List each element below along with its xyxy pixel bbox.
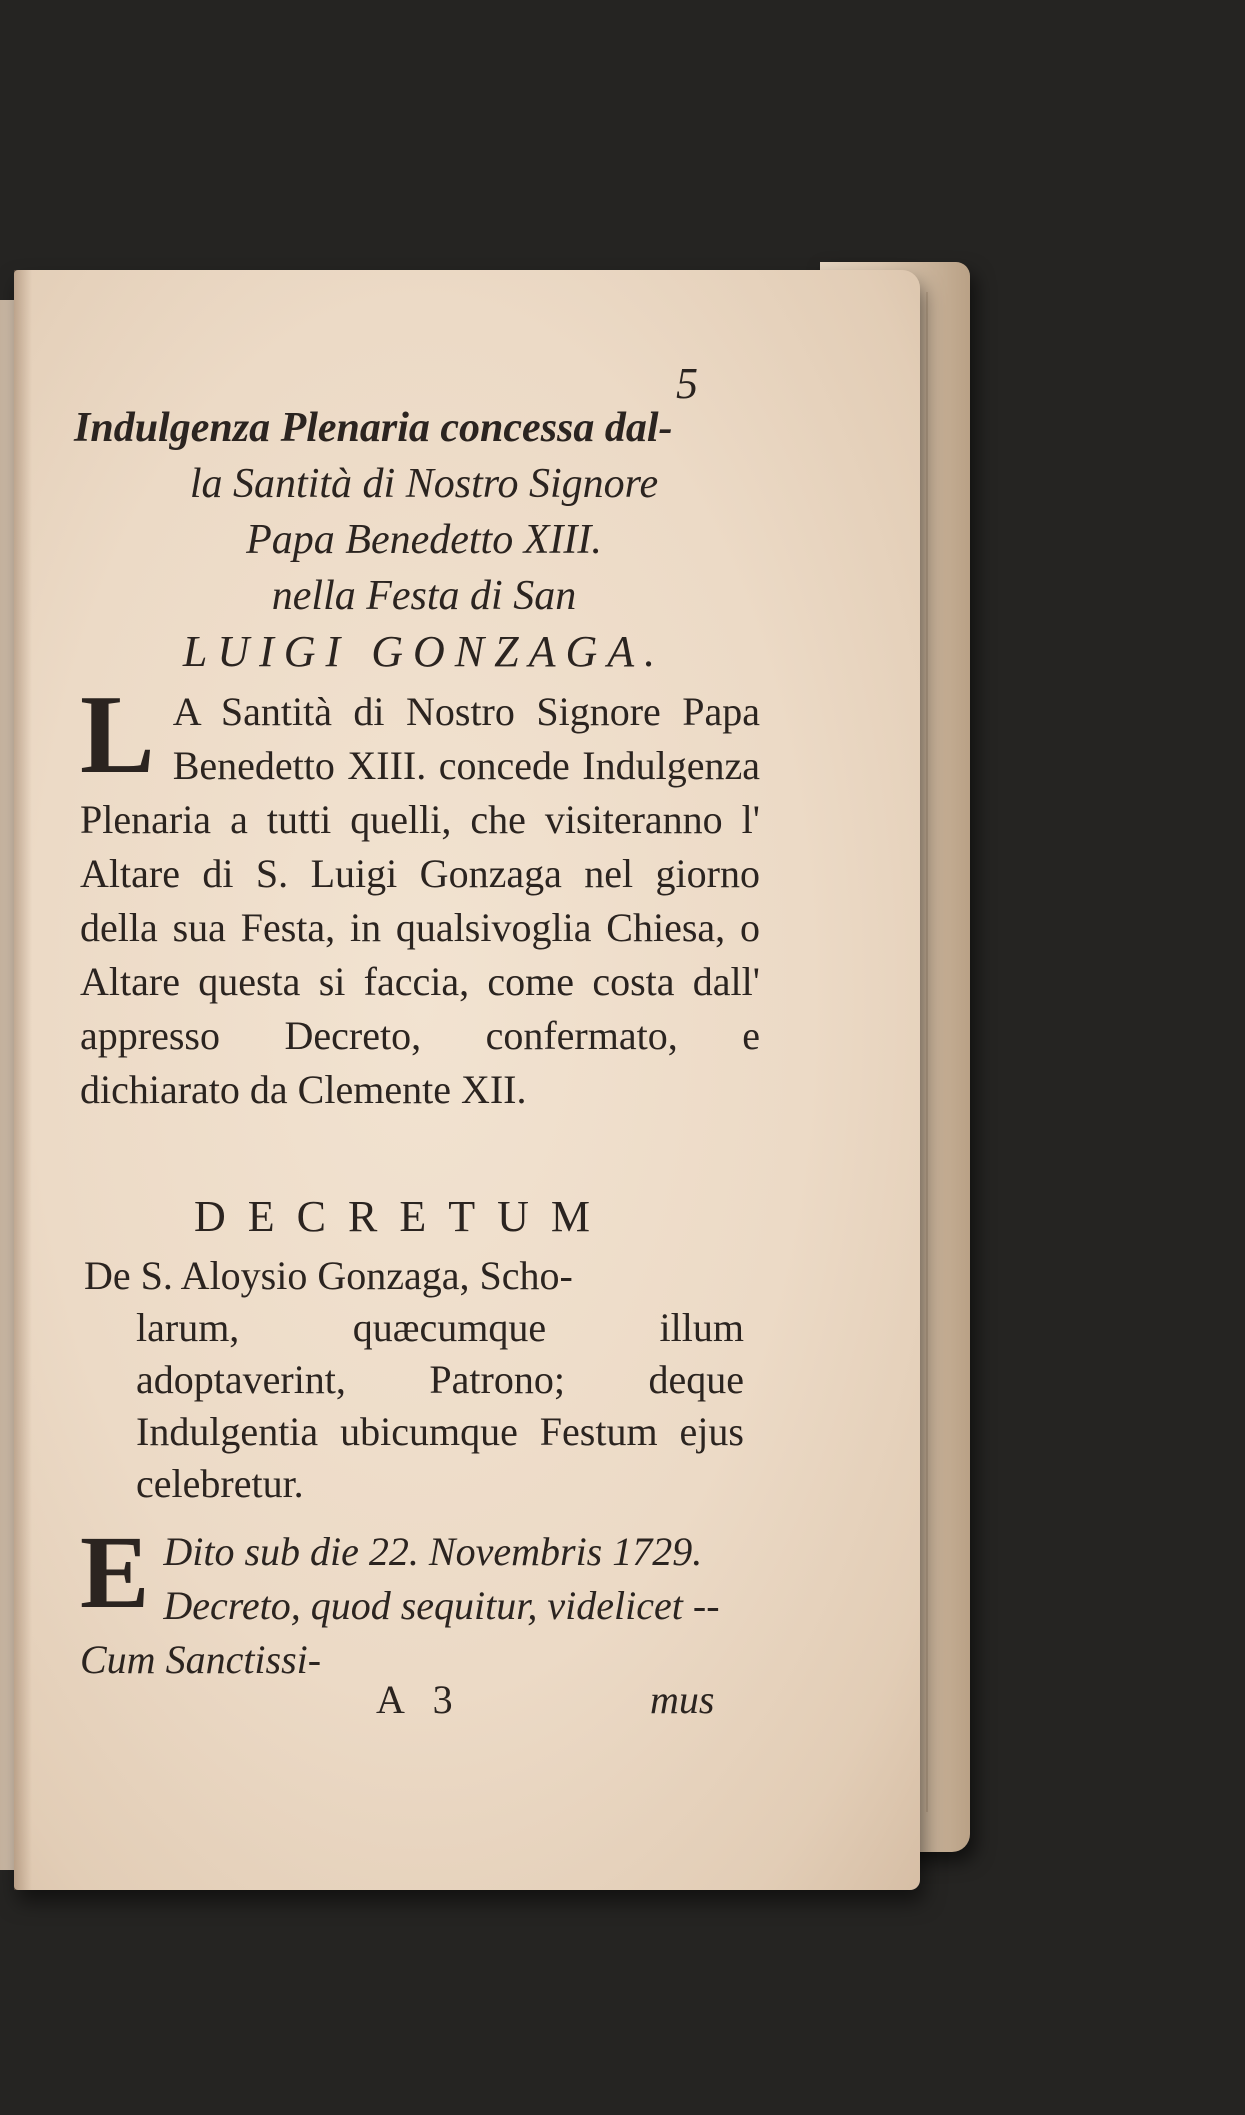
title-line-5: LUIGI GONZAGA. bbox=[182, 627, 666, 676]
page-title bbox=[74, 400, 774, 680]
drop-cap-e: E bbox=[80, 1515, 150, 1630]
book-page bbox=[14, 270, 920, 1890]
decretum-rest: larum, quæcumque illum adoptaverint, Patrono; deque Indulgentia ubicumque Festum ejus celebretur. bbox=[136, 1305, 744, 1506]
edito-paragraph bbox=[80, 1515, 770, 1687]
title-line-4: nella Festa di San bbox=[271, 573, 577, 619]
edito-text: Dito sub die 22. Novembris 1729. Decreto, quod sequitur, videlicet -- Cum Sanctissi- bbox=[80, 1529, 720, 1682]
catchword: mus bbox=[650, 1677, 715, 1722]
title-line-3: Papa Benedetto XIII. bbox=[246, 517, 602, 563]
main-paragraph bbox=[80, 673, 760, 1117]
decretum-body bbox=[84, 1250, 744, 1510]
title-line-2: la Santità di Nostro Signore bbox=[189, 461, 659, 507]
page-number: 5 bbox=[676, 359, 698, 408]
paragraph-text: A Santità di Nostro Signore Papa Benedetto XIII. concede Indulgenza Plenaria a tutti quelli, che visiteranno l' Altare di S. Luigi Gonzaga nel giorno della sua Festa, in qualsivoglia Chiesa, o Altare questa si faccia, come costa dall' appresso Decreto, confermato, e dichiarato da Clemente XII. bbox=[80, 689, 760, 1112]
signature-mark: A 3 bbox=[376, 1677, 463, 1722]
decretum-heading: DECRETUM bbox=[194, 1192, 612, 1241]
drop-cap-l: L bbox=[80, 673, 155, 797]
decretum-line-1: De S. Aloysio Gonzaga, Scho- bbox=[84, 1253, 573, 1298]
title-line-1: Indulgenza Plenaria concessa dal- bbox=[74, 405, 673, 451]
